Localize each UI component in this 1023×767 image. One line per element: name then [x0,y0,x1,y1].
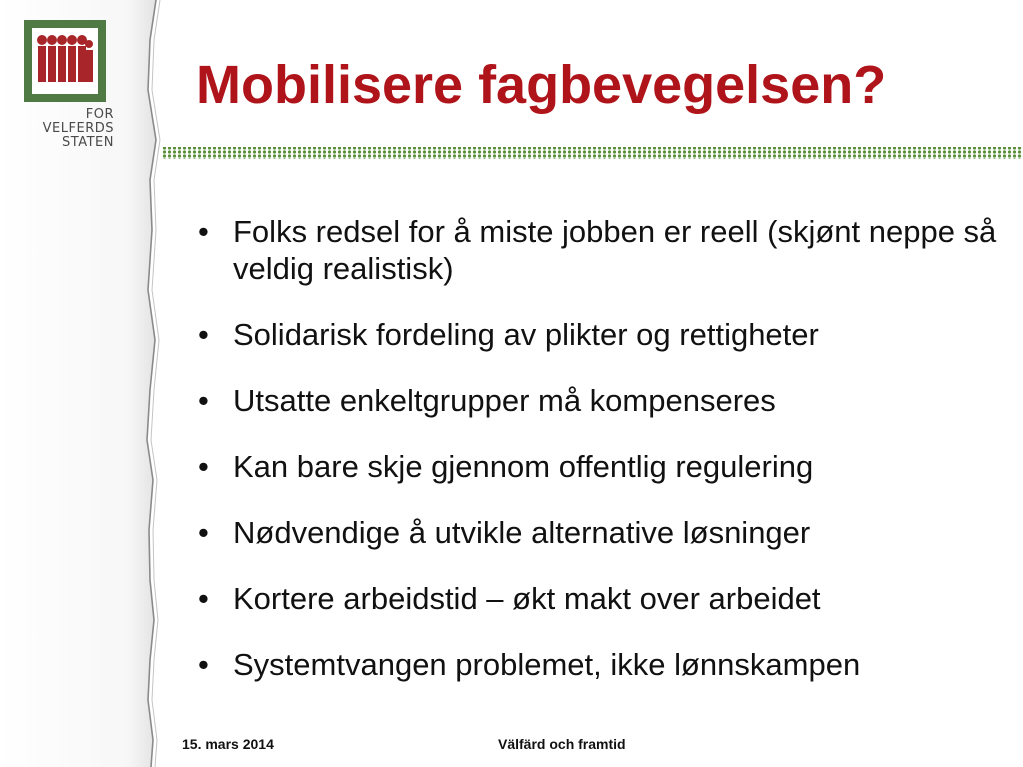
bullet-item [196,448,1006,485]
bullet-list [196,213,1006,712]
bullet-item [196,213,1006,287]
bullet-text: Folks redsel for å miste jobben er reell (skjønt neppe så veldig realistisk) [233,214,997,286]
logo-text-line2: VELFERDS [42,121,114,136]
bullet-item [196,646,1006,683]
footer-title: Välfärd och framtid [498,736,626,752]
slide-title: Mobilisere fagbevegelsen? [196,55,887,115]
bullet-text: Nødvendige å utvikle alternative løsninger [233,515,811,550]
bullet-item [196,316,1006,353]
bullet-item [196,514,1006,551]
logo-text-line3: STATEN [62,135,114,150]
bullet-text: Solidarisk fordeling av plikter og rettigheter [233,317,819,352]
dotted-divider [162,146,1023,160]
logo-wordmark [24,108,114,150]
bullet-dot: • [198,515,209,550]
bullet-text: Utsatte enkeltgrupper må kompenseres [233,383,776,418]
bullet-dot: • [198,317,209,352]
bullet-dot: • [198,449,209,484]
bullet-dot: • [198,647,209,682]
bullet-text: Kortere arbeidstid – økt makt over arbeidet [233,581,821,616]
bullet-dot: • [198,581,209,616]
logo-text-line1: FOR [85,107,114,122]
logo-people-icon [32,28,98,94]
logo [24,20,114,150]
logo-frame [24,20,106,102]
footer-date: 15. mars 2014 [182,736,274,752]
bullet-item [196,580,1006,617]
bullet-item [196,382,1006,419]
bullet-dot: • [198,214,209,249]
bullet-dot: • [198,383,209,418]
bullet-text: Kan bare skje gjennom offentlig regulering [233,449,814,484]
bullet-text: Systemtvangen problemet, ikke lønnskampen [233,647,861,682]
